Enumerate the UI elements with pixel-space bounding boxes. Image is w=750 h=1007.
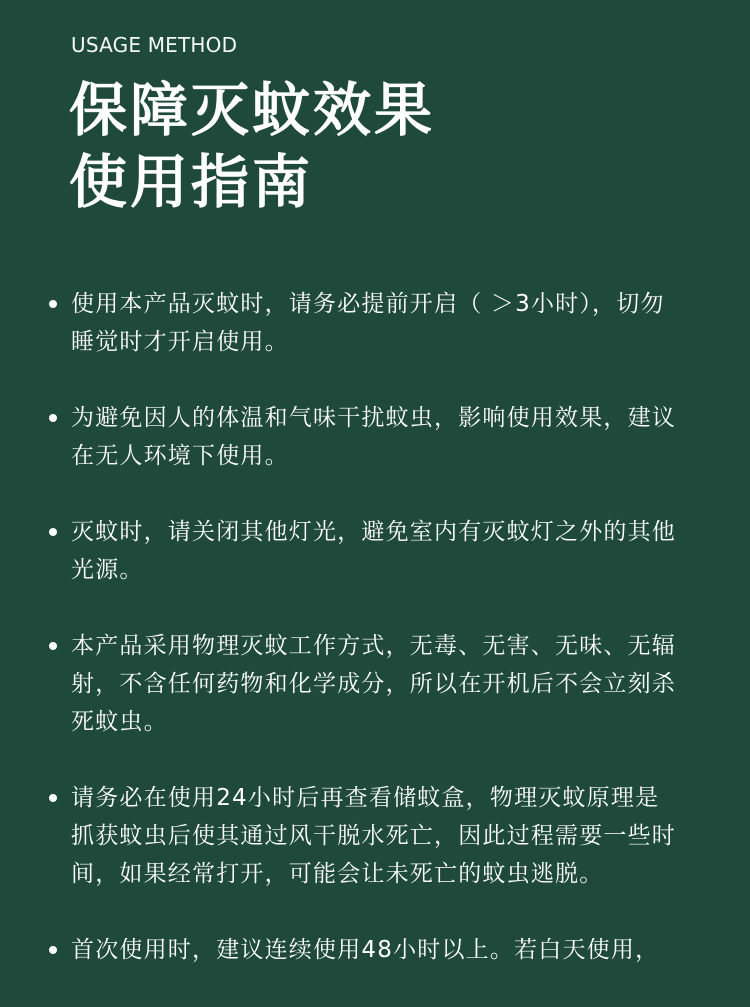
- bullet-icon: [49, 300, 57, 308]
- usage-note-item: [0, 285, 676, 361]
- bullet-icon: [49, 414, 57, 422]
- bullet-icon: [49, 794, 57, 802]
- usage-note-text: 本产品采用物理灭蚊工作方式，无毒、无害、无味、无辐射，不含任何药物和化学成分，所以在开机后不会立刻杀死蚊虫。: [71, 633, 676, 735]
- usage-note-text: 使用本产品灭蚊时，请务必提前开启（ ＞3小时），切勿睡觉时才开启使用。: [71, 291, 665, 355]
- usage-note-item: [0, 779, 676, 893]
- usage-note-item: [0, 931, 676, 969]
- usage-note-text: 灭蚊时，请关闭其他灯光，避免室内有灭蚊灯之外的其他光源。: [71, 519, 676, 583]
- usage-note-text: 为避免因人的体温和气味干扰蚊虫，影响使用效果，建议在无人环境下使用。: [71, 405, 676, 469]
- usage-note-item: [0, 513, 676, 589]
- title-line-2: 使用指南: [69, 148, 314, 216]
- usage-notes-list: [0, 285, 750, 1007]
- usage-note-item: [0, 399, 676, 475]
- usage-note-text: 首次使用时，建议连续使用48小时以上。若白天使用，: [71, 937, 660, 963]
- usage-note-item: [0, 627, 676, 741]
- bullet-icon: [49, 528, 57, 536]
- bullet-icon: [49, 642, 57, 650]
- bullet-icon: [49, 946, 57, 954]
- section-eyebrow: USAGE METHOD: [71, 33, 238, 57]
- usage-note-text: 请务必在使用24小时后再查看储蚊盒，物理灭蚊原理是抓获蚊虫后使其通过风干脱水死亡，因此过程需要一些时间，如果经常打开，可能会让未死亡的蚊虫逃脱。: [71, 785, 676, 887]
- title-line-1: 保障灭蚊效果: [69, 76, 436, 144]
- page-title: [69, 74, 669, 218]
